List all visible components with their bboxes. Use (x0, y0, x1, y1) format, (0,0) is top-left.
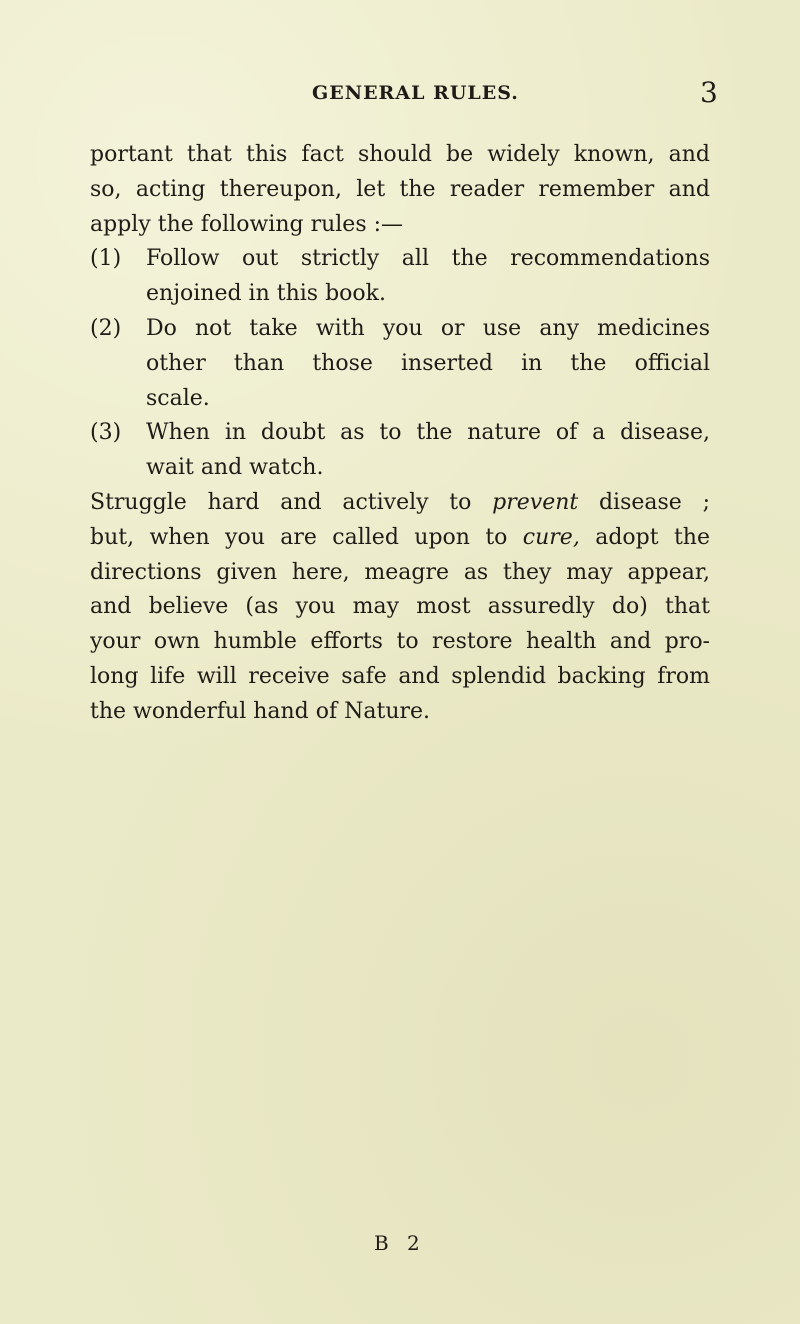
rule-3-line-2: wait and watch. (146, 455, 324, 481)
closing-line-2 (90, 521, 710, 556)
rule-2-line-1 (90, 312, 710, 347)
rule-1-line-1 (90, 242, 710, 277)
closing-line-4: and believe (as you may most assuredly do) that (90, 594, 710, 620)
closing-text: Struggle hard and actively to (90, 489, 493, 515)
rule-2-line-3: scale. (146, 385, 210, 411)
rule-1-line-2: enjoined in this book. (146, 281, 386, 307)
main-text (90, 138, 710, 730)
paragraph-line: so, acting thereupon, let the reader remember and (90, 176, 710, 202)
rule-3-line-1 (90, 416, 710, 451)
rule-number: (3) (90, 420, 122, 446)
emphasis-prevent: prevent (492, 489, 579, 515)
paragraph-line: apply the following rules :— (90, 211, 404, 237)
closing-line-1 (90, 486, 710, 521)
rule-text: Do not take with you or use any medicines (146, 315, 710, 341)
closing-line-7: the wonderful hand of Nature. (90, 698, 431, 724)
closing-text: but, when you are called upon to (90, 524, 523, 550)
closing-line-5: your own humble efforts to restore health and pro- (90, 629, 710, 655)
closing-line-6: long life will receive safe and splendid backing from (90, 663, 710, 689)
emphasis-cure: cure, (522, 524, 580, 550)
closing-text: disease ; (578, 489, 710, 515)
signature-mark: B 2 (374, 1231, 426, 1255)
rule-number: (1) (90, 246, 122, 272)
closing-line-3: directions given here, meagre as they may appear, (90, 559, 710, 585)
rule-text: When in doubt as to the nature of a disease, (146, 420, 710, 446)
rule-number: (2) (90, 315, 122, 341)
closing-text: adopt the (579, 524, 710, 550)
paragraph-line: portant that this fact should be widely known, and (90, 142, 710, 167)
rule-2-line-2: other than those inserted in the official (146, 350, 710, 376)
rule-text: Follow out strictly all the recommendations (146, 246, 710, 272)
page-number: 3 (700, 76, 718, 109)
running-head: GENERAL RULES. (312, 82, 519, 104)
